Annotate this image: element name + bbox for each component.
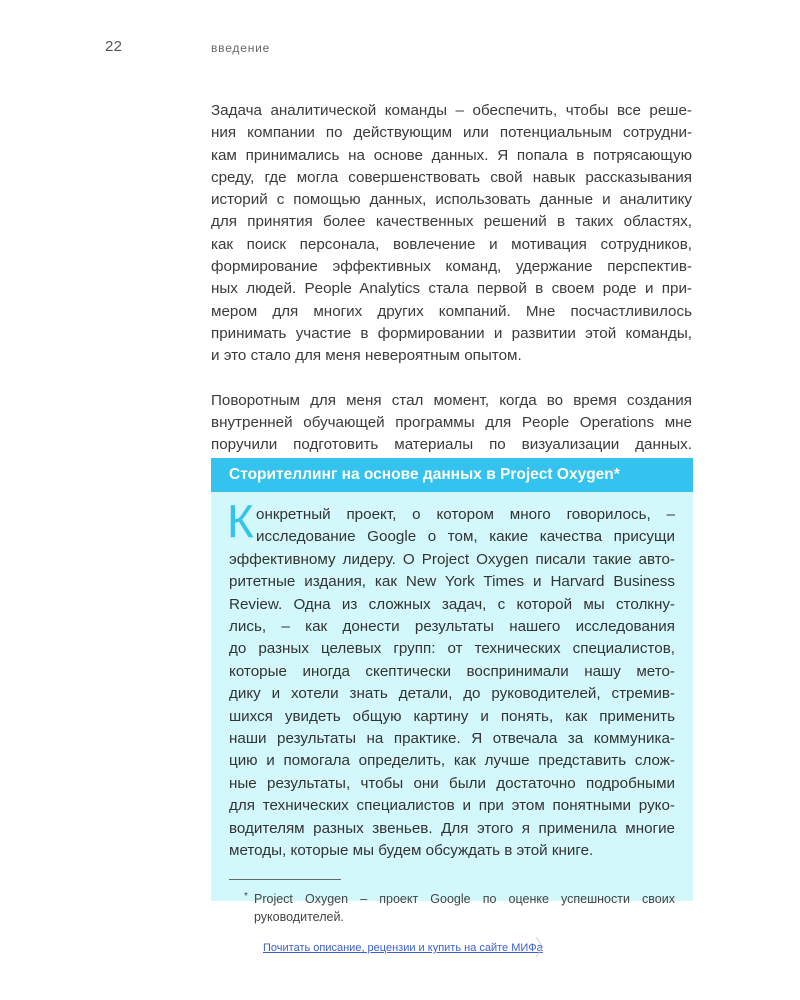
text-line: ния компании по действующим или потенциальным сотрудни- (211, 124, 692, 142)
text-line: которые иногда скептически воспринимали нашу мето- (229, 662, 675, 680)
text-line: Поворотным для меня стал момент, когда во время создания (211, 391, 692, 409)
buy-book-link[interactable]: Почитать описание, рецензии и купить на сайте МИФа (263, 942, 543, 954)
text-line: до разных целевых групп: от технических специалистов, (229, 640, 675, 658)
text-line: шихся увидеть общую картину и понять, как применить (229, 707, 675, 725)
chevron-right-icon[interactable] (534, 936, 544, 958)
drop-cap: К (227, 495, 254, 547)
text-line: онкретный проект, о котором много говорилось, – (256, 506, 675, 523)
text-line: как поиск персонала, вовлечение и мотивация сотрудников, (211, 235, 692, 253)
text-line: эффективному лидеру. О Project Oxygen писали такие авто- (229, 550, 675, 568)
text-line: для технических специалистов и при этом понятными руко- (229, 797, 675, 815)
text-line: историй с помощью данных, использовать данные и аналитику (211, 191, 692, 209)
text-line: Review. Одна из сложных задач, с которой мы столкну- (229, 595, 675, 613)
text-line: дику и хотели знать детали, до руководителей, стремив- (229, 685, 675, 703)
text-line: цию и помогала определить, как лучше представить слож- (229, 752, 675, 770)
text-line: Задача аналитической команды – обеспечить, чтобы все реше- (211, 102, 692, 119)
text-line: и это стало для меня невероятным опытом. (211, 347, 522, 365)
text-line: для принятия более качественных решений в таких областях, (211, 213, 692, 231)
text-line: ритетные издания, как New York Times и Harvard Business (229, 573, 675, 591)
text-line: принимать участие в формировании и развитии этой команды, (211, 324, 692, 342)
sidebar-text (211, 492, 693, 863)
text-line: исследование Google о том, какие качества присущи (256, 528, 675, 546)
paragraph (211, 390, 692, 457)
footnote (211, 880, 693, 926)
page-header (0, 38, 800, 58)
text-line: мером для многих других компаний. Мне посчастливилось (211, 302, 692, 320)
text-line: лись, – как донести результаты нашего исследования (229, 618, 675, 636)
text-line: поручили подготовить материалы по визуализации данных. (211, 436, 692, 454)
footnote-line: Project Oxygen – проект Google по оценке успешности своих (254, 891, 675, 906)
text-line: среду, где могла совершенствовать свой навык рассказывания (211, 168, 692, 186)
text-line: методы, которые мы будем обсуждать в этой книге. (229, 842, 594, 860)
page-number: 22 (105, 38, 123, 55)
sidebar-box (211, 458, 693, 924)
text-line: формирование эффективных команд, удержание перспектив- (211, 258, 692, 276)
sidebar-title: Сторителлинг на основе данных в Project Oxygen* (211, 458, 693, 492)
main-text (211, 100, 692, 456)
text-line: водителям разных звеньев. Для этого я применила многие (229, 819, 675, 837)
paragraph (211, 100, 692, 368)
text-line: ные результаты, чтобы они были достаточно подробными (229, 774, 675, 792)
text-line: наши результаты на практике. Я отвечала за коммуника- (229, 730, 675, 748)
text-line: кам принимались на основе данных. Я попала в потрясающую (211, 146, 692, 164)
footnote-mark: * (244, 890, 248, 902)
running-head: введение (211, 41, 271, 55)
text-line: внутренней обучающей программы для People Operations мне (211, 413, 692, 431)
text-line: ных людей. People Analytics стала первой в своем роде и при- (211, 280, 692, 298)
footnote-line: руководителей. (254, 909, 344, 924)
